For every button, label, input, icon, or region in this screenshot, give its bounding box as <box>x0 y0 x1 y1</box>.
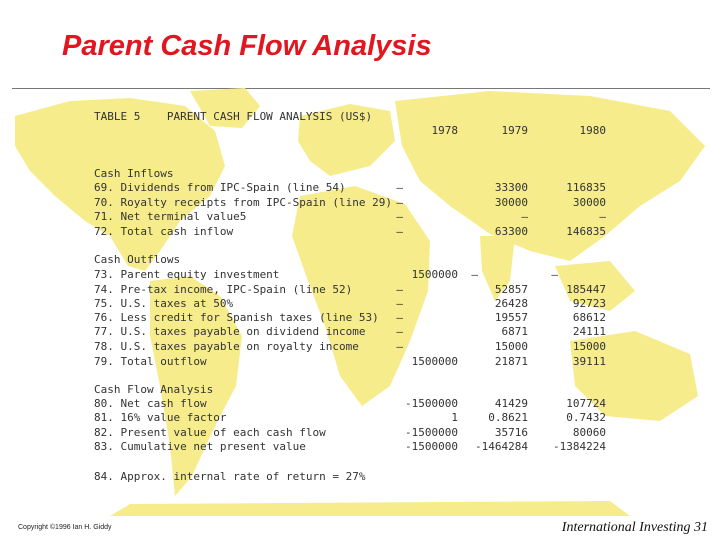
slide-title: Parent Cash Flow Analysis <box>62 30 432 62</box>
slide-footer-label: International Investing 31 <box>561 520 708 535</box>
row-74-1979: 52857 <box>494 283 528 296</box>
row-78-label: 78. U.S. taxes payable on royalty income <box>94 340 359 353</box>
year-1978-header: 1978 <box>431 124 458 137</box>
row-80-label: 80. Net cash flow <box>94 397 207 410</box>
row-82-label: 82. Present value of each cash flow <box>94 426 326 439</box>
row-81-1980: 0.7432 <box>566 411 606 424</box>
row-81-1979: 0.8621 <box>488 411 528 424</box>
row-81-1978: 1 <box>451 411 458 424</box>
row-76-1980: 68612 <box>572 311 606 324</box>
row-71-1978: — <box>396 210 403 223</box>
row-71-label: 71. Net terminal value5 <box>94 210 247 223</box>
section-cash-flow-analysis: Cash Flow Analysis <box>94 383 214 396</box>
row-78-1978: — <box>396 340 403 353</box>
row-80-1979: 41429 <box>494 397 528 410</box>
copyright-notice: Copyright ©1996 Ian H. Giddy <box>18 524 112 531</box>
row-69-1980: 116835 <box>566 181 606 194</box>
row-72-1978: — <box>396 225 403 238</box>
row-75-1980: 92723 <box>572 297 606 310</box>
row-72-label: 72. Total cash inflow <box>94 225 234 238</box>
row-69-1979: 33300 <box>494 181 528 194</box>
row-69-1978: — <box>396 181 403 194</box>
row-73-label: 73. Parent equity investment <box>94 268 280 281</box>
row-74-label: 74. Pre-tax income, IPC-Spain (line 52) <box>94 283 353 296</box>
row-77-label: 77. U.S. taxes payable on dividend income <box>94 325 366 338</box>
row-75-1978: — <box>396 297 403 310</box>
row-71-1980: — <box>599 210 606 223</box>
row-74-1978: — <box>396 283 403 296</box>
row-82-1978: -1500000 <box>405 426 458 439</box>
row-70-1980: 30000 <box>572 196 606 209</box>
year-1979-header: 1979 <box>501 124 528 137</box>
row-83-label: 83. Cumulative net present value <box>94 440 306 453</box>
row-75-1979: 26428 <box>494 297 528 310</box>
row-76-1979: 19557 <box>494 311 528 324</box>
row-82-1979: 35716 <box>494 426 528 439</box>
row-74-1980: 185447 <box>566 283 606 296</box>
row-82-1980: 80060 <box>572 426 606 439</box>
row-71-1979: — <box>521 210 528 223</box>
section-cash-inflows: Cash Inflows <box>94 167 174 180</box>
row-75-label: 75. U.S. taxes at 50% <box>94 297 234 310</box>
row-83-1980: -1384224 <box>553 440 606 453</box>
row-73-1978: 1500000 <box>411 268 458 281</box>
row-76-1978: — <box>396 311 403 324</box>
row-70-1978: — <box>396 196 403 209</box>
row-72-1980: 146835 <box>566 225 606 238</box>
row-72-1979: 63300 <box>494 225 528 238</box>
row-78-1980: 15000 <box>572 340 606 353</box>
row-80-1978: -1500000 <box>405 397 458 410</box>
row-78-1979: 15000 <box>494 340 528 353</box>
row-79-1980: 39111 <box>572 355 606 368</box>
row-73-1980: — <box>551 268 558 281</box>
row-76-label: 76. Less credit for Spanish taxes (line 53) <box>94 311 379 324</box>
row-83-1979: -1464284 <box>475 440 528 453</box>
section-cash-outflows: Cash Outflows <box>94 253 181 266</box>
row-79-1978: 1500000 <box>411 355 458 368</box>
year-1980-header: 1980 <box>579 124 606 137</box>
row-77-1980: 24111 <box>572 325 606 338</box>
row-79-label: 79. Total outflow <box>94 355 207 368</box>
row-77-1979: 6871 <box>501 325 528 338</box>
row-81-label: 81. 16% value factor <box>94 411 227 424</box>
row-73-1979: — <box>471 268 478 281</box>
row-69-label: 69. Dividends from IPC-Spain (line 54) <box>94 181 346 194</box>
row-84-label: 84. Approx. internal rate of return = 27% <box>94 470 366 483</box>
row-70-label: 70. Royalty receipts from IPC-Spain (line 29) <box>94 196 393 209</box>
table-heading: TABLE 5 PARENT CASH FLOW ANALYSIS (US$) <box>94 110 373 123</box>
row-70-1979: 30000 <box>494 196 528 209</box>
row-77-1978: — <box>396 325 403 338</box>
row-83-1978: -1500000 <box>405 440 458 453</box>
row-79-1979: 21871 <box>494 355 528 368</box>
row-80-1980: 107724 <box>566 397 606 410</box>
